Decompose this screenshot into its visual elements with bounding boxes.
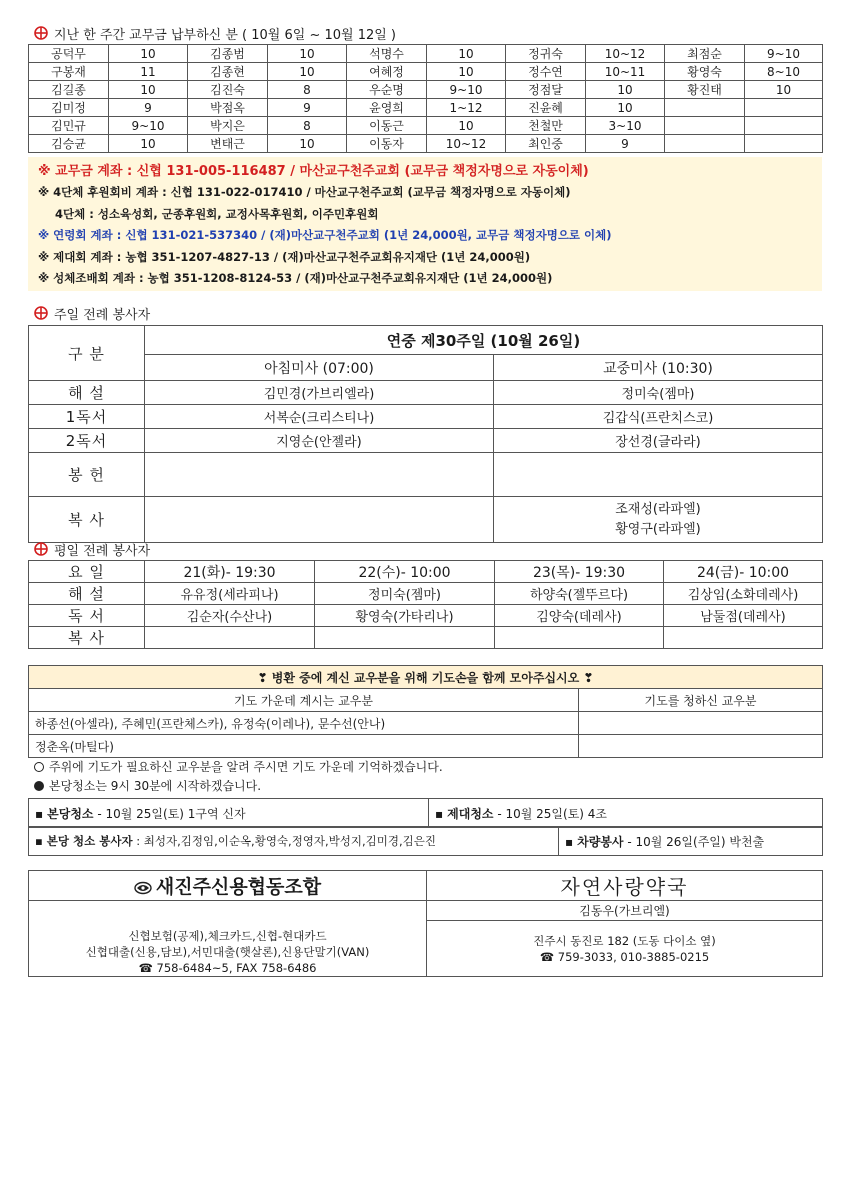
pharmacy-name: 자연사랑약국 (427, 871, 823, 901)
donor-name: 우순명 (347, 81, 427, 99)
pharmacy-owner: 김동우(가브리엘) (427, 901, 823, 921)
credit-union-title: 새진주신용협동조합 (155, 876, 322, 898)
cleaning-volunteers-label: 본당 청소 봉사자 (46, 834, 133, 848)
account-4groups-list: 4단체 : 성소육성회, 군종후원회, 교정사목후원회, 이주민후원회 (55, 206, 379, 221)
role-label: 해 설 (29, 381, 145, 405)
dues-row (29, 99, 823, 117)
account-4groups: ※ 4단체 후원회비 계좌 : 신협 131-022-017410 / 마산교구천주교회 (교무금 책정자명으로 자동이체) (38, 185, 571, 200)
mass1-server: 서복순(크리스티나) (145, 405, 494, 429)
cross-circle-icon (34, 306, 48, 320)
donation-months: 9 (109, 99, 188, 117)
donor-name: 여혜정 (347, 63, 427, 81)
credit-union-phone-text: 758-6484~5, FAX 758-6486 (156, 961, 317, 975)
credit-union-loans: 신협대출(신용,담보),서민대출(햇살론),신용단말기(VAN) (85, 945, 370, 959)
donor-name: 박점옥 (188, 99, 268, 117)
donor-name: 황영숙 (665, 63, 745, 81)
donor-name: 황진태 (665, 81, 745, 99)
donation-months: 10~12 (427, 135, 506, 153)
phone-icon: ☎ (539, 949, 558, 964)
donor-name: 변태근 (188, 135, 268, 153)
donation-months: 9~10 (427, 81, 506, 99)
donor-name: 이동자 (347, 135, 427, 153)
weekday-date: 24(금)- 10:00 (664, 561, 823, 583)
cleaning-volunteers-text: : 최성자,김정임,이순옥,황영숙,정영자,박성지,김미경,김은진 (132, 834, 436, 848)
donor-name (665, 135, 745, 153)
weekday-row (29, 627, 823, 649)
dues-row (29, 135, 823, 153)
weekday-server: 김순자(수산나) (145, 605, 315, 627)
donation-months (745, 135, 823, 153)
cleaning-note-text: 본당청소는 9시 30분에 시작하겠습니다. (49, 779, 262, 793)
donor-name: 정수연 (506, 63, 586, 81)
cleaning-volunteers (29, 827, 559, 856)
prayer-patient-row: 정춘옥(마틸다) (29, 735, 579, 758)
mass2-server: 김갑식(프란치스코) (494, 405, 823, 429)
altar-cleaning-label: 제대청소 (447, 806, 494, 821)
donation-months: 8~10 (745, 63, 823, 81)
mass2-altar-servers (494, 497, 823, 543)
square-bullet-icon: ▪ (565, 834, 574, 849)
prayer-note (34, 758, 443, 776)
donor-name: 김진숙 (188, 81, 268, 99)
credit-union-logo-icon (134, 878, 152, 892)
dues-section-title (34, 24, 396, 42)
weekday-table (28, 560, 823, 649)
role-label: 봉 헌 (29, 453, 145, 497)
donation-months: 8 (268, 81, 347, 99)
square-bullet-icon: ▪ (435, 806, 444, 821)
role-label: 독 서 (29, 605, 145, 627)
credit-union-phone (29, 960, 426, 976)
donor-name: 공덕무 (29, 45, 109, 63)
donor-name: 최인중 (506, 135, 586, 153)
role-label: 복 사 (29, 497, 145, 543)
prayer-title: ❣ 병환 중에 계신 교우분을 위해 기도손을 함께 모아주십시오 ❣ (29, 666, 823, 689)
donation-months: 9 (268, 99, 347, 117)
prayer-patient-row: 하종선(아셀라), 주혜민(프란체스카), 유정숙(이레나), 문수선(안나) (29, 712, 579, 735)
donor-name: 윤영희 (347, 99, 427, 117)
donation-months: 3~10 (586, 117, 665, 135)
weekday-server: 김상임(소화데레사) (664, 583, 823, 605)
filled-circle-bullet-icon (34, 781, 44, 791)
dues-row (29, 81, 823, 99)
role-label: 해 설 (29, 583, 145, 605)
church-cleaning-label: 본당청소 (47, 806, 94, 821)
weekday-server: 황영숙(가타리나) (315, 605, 495, 627)
church-cleaning-text: - 10월 25일(토) 1구역 신자 (93, 806, 246, 821)
prayer-table (28, 665, 823, 758)
role-label: 2독서 (29, 429, 145, 453)
altar-cleaning (429, 799, 823, 828)
weekday-label: 요 일 (29, 561, 145, 583)
donation-months: 10 (586, 99, 665, 117)
mass1-server: 지영순(안젤라) (145, 429, 494, 453)
donation-months: 10 (745, 81, 823, 99)
donor-name: 정귀숙 (506, 45, 586, 63)
account-dues: ※ 교무금 계좌 : 신협 131-005-116487 / 마산교구천주교회 (교무금 책정자명으로 자동이체) (38, 164, 589, 179)
mass1-server (145, 497, 494, 543)
donation-months: 10 (427, 117, 506, 135)
donor-name: 정점달 (506, 81, 586, 99)
donor-name: 이동근 (347, 117, 427, 135)
weekday-header-row (29, 561, 823, 583)
donor-name: 김민규 (29, 117, 109, 135)
donor-name: 김종범 (188, 45, 268, 63)
donor-name: 구봉재 (29, 63, 109, 81)
donation-months: 9~10 (745, 45, 823, 63)
donor-name: 김종현 (188, 63, 268, 81)
donor-name: 석명수 (347, 45, 427, 63)
prayer-col-patients: 기도 가운데 계시는 교우분 (29, 689, 579, 712)
weekday-server (664, 627, 823, 649)
accounts-box (28, 157, 822, 291)
donation-months: 1~12 (427, 99, 506, 117)
donation-months: 8 (268, 117, 347, 135)
church-cleaning (29, 799, 429, 828)
altar-cleaning-text: - 10월 25일(토) 4조 (493, 806, 608, 821)
weekday-server (495, 627, 664, 649)
mass1-server: 김민경(가브리엘라) (145, 381, 494, 405)
donor-name: 최점순 (665, 45, 745, 63)
donation-months: 10 (109, 81, 188, 99)
weekday-row (29, 583, 823, 605)
donation-months: 11 (109, 63, 188, 81)
sunday-title: 주일 전례 봉사자 (54, 307, 151, 323)
mass2-server (494, 453, 823, 497)
weekday-date: 21(화)- 19:30 (145, 561, 315, 583)
donation-months: 10 (268, 63, 347, 81)
donation-months: 10 (427, 63, 506, 81)
sunday-occasion: 연중 제30주일 (10월 26일) (145, 326, 823, 355)
weekday-date: 22(수)- 10:00 (315, 561, 495, 583)
dues-title: 지난 한 주간 교무금 납부하신 분 ( 10월 6일 ~ 10월 12일 ) (54, 27, 397, 43)
donor-name: 진윤혜 (506, 99, 586, 117)
donation-months (745, 117, 823, 135)
donation-months: 10 (109, 135, 188, 153)
donation-months: 10~11 (586, 63, 665, 81)
donor-name: 천철만 (506, 117, 586, 135)
credit-union-services: 신협보험(공제),체크카드,신협-현대카드 (128, 929, 327, 943)
weekday-title: 평일 전례 봉사자 (54, 543, 151, 559)
donation-months (745, 99, 823, 117)
weekday-date: 23(목)- 19:30 (495, 561, 664, 583)
donor-name (665, 117, 745, 135)
donation-months: 10 (268, 45, 347, 63)
donation-months: 10~12 (586, 45, 665, 63)
donor-name (665, 99, 745, 117)
dues-row (29, 63, 823, 81)
account-adoration-society: ※ 성체조배회 계좌 : 농협 351-1208-8124-53 / (재)마산교구천주교회유지재단 (1년 24,000원) (38, 270, 553, 285)
vehicle-service-label: 차량봉사 (577, 834, 624, 849)
cross-circle-icon (34, 26, 48, 40)
pharmacy-phone (427, 949, 822, 965)
prayer-requester-cell (579, 712, 823, 735)
donation-months: 10 (109, 45, 188, 63)
mass2-server: 장선경(글라라) (494, 429, 823, 453)
donor-name: 김승균 (29, 135, 109, 153)
donor-name: 김미정 (29, 99, 109, 117)
weekday-section-title (34, 540, 150, 558)
altar-server-name: 조재성(라파엘) (615, 501, 701, 517)
pharmacy-address: 진주시 동진로 182 (도동 다이소 옆) (533, 933, 716, 948)
dues-table (28, 44, 823, 153)
weekday-server (315, 627, 495, 649)
weekday-server: 정미숙(젬마) (315, 583, 495, 605)
credit-union-details (29, 901, 427, 977)
cleaning-table-1 (28, 798, 823, 828)
vehicle-service-text: - 10월 26일(주일) 박천출 (623, 834, 765, 849)
donation-months: 9 (586, 135, 665, 153)
dues-row (29, 117, 823, 135)
weekday-server: 하양숙(젤뚜르다) (495, 583, 664, 605)
account-funeral-society: ※ 연령회 계좌 : 신협 131-021-537340 / (재)마산교구천주교회 (1년 24,000원, 교무금 책정자명으로 이체) (38, 228, 612, 243)
sponsor-table (28, 870, 823, 977)
pharmacy-phone-text: 759-3033, 010-3885-0215 (557, 949, 710, 964)
sunday-section-title (34, 304, 150, 322)
mass2-header: 교중미사 (10:30) (494, 355, 823, 381)
circle-bullet-icon (34, 762, 44, 772)
square-bullet-icon: ▪ (35, 806, 44, 821)
cleaning-table-2 (28, 826, 823, 856)
mass2-server: 정미숙(젬마) (494, 381, 823, 405)
phone-icon: ☎ (138, 961, 157, 975)
pharmacy-details (427, 921, 823, 977)
account-altar-society: ※ 제대회 계좌 : 농협 351-1207-4827-13 / (재)마산교구천주교회유지재단 (1년 24,000원) (38, 249, 531, 264)
weekday-server: 김양숙(데레사) (495, 605, 664, 627)
sunday-table (28, 325, 823, 543)
prayer-requester-cell (579, 735, 823, 758)
donor-name: 박지은 (188, 117, 268, 135)
donor-name: 김길종 (29, 81, 109, 99)
vehicle-service (559, 827, 823, 856)
square-bullet-icon: ▪ (35, 834, 43, 848)
credit-union-name (29, 871, 427, 901)
mass1-server (145, 453, 494, 497)
donation-months: 10 (268, 135, 347, 153)
altar-server-name: 황영구(라파엘) (615, 521, 701, 537)
role-label: 복 사 (29, 627, 145, 649)
cleaning-note (34, 777, 261, 795)
role-label: 1독서 (29, 405, 145, 429)
weekday-server: 유유정(세라피나) (145, 583, 315, 605)
weekday-server: 남둘점(데레사) (664, 605, 823, 627)
donation-months: 10 (586, 81, 665, 99)
cross-circle-icon (34, 542, 48, 556)
sunday-header-label: 구 분 (29, 326, 145, 381)
dues-row (29, 45, 823, 63)
weekday-row (29, 605, 823, 627)
weekday-server (145, 627, 315, 649)
mass1-header: 아침미사 (07:00) (145, 355, 494, 381)
donation-months: 10 (427, 45, 506, 63)
donation-months: 9~10 (109, 117, 188, 135)
prayer-note-text: 주위에 기도가 필요하신 교우분을 알려 주시면 기도 가운데 기억하겠습니다. (49, 760, 443, 774)
prayer-col-requesters: 기도를 청하신 교우분 (579, 689, 823, 712)
